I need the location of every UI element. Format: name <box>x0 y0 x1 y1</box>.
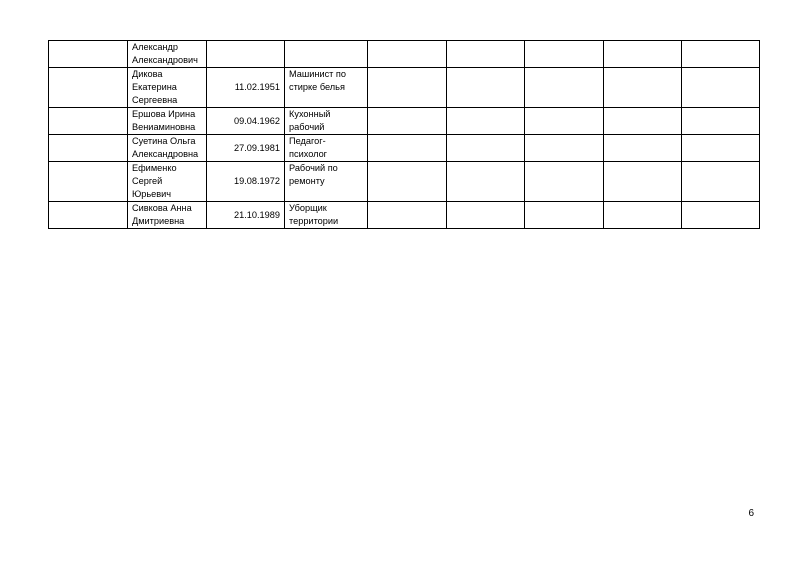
empty-cell <box>525 135 604 162</box>
empty-cell <box>604 135 682 162</box>
birth-date-cell: 21.10.1989 <box>207 202 285 229</box>
empty-cell <box>682 135 760 162</box>
position-cell: Кухонный рабочий <box>285 108 368 135</box>
table-row <box>49 108 760 135</box>
position-cell: Рабочий по ремонту <box>285 162 368 202</box>
empty-cell <box>525 202 604 229</box>
empty-cell <box>682 68 760 108</box>
empty-cell <box>368 202 447 229</box>
row-number-cell <box>49 41 128 68</box>
position-cell <box>285 41 368 68</box>
empty-cell <box>604 41 682 68</box>
page-number: 6 <box>748 508 754 519</box>
empty-cell <box>368 108 447 135</box>
empty-cell <box>368 162 447 202</box>
table-row <box>49 41 760 68</box>
birth-date-cell: 09.04.1962 <box>207 108 285 135</box>
position-cell: Машинист по стирке белья <box>285 68 368 108</box>
row-number-cell <box>49 162 128 202</box>
employee-name-cell: Дикова Екатерина Сергеевна <box>128 68 207 108</box>
empty-cell <box>447 108 525 135</box>
birth-date-cell <box>207 41 285 68</box>
position-cell: Уборщик территории <box>285 202 368 229</box>
empty-cell <box>682 202 760 229</box>
empty-cell <box>368 135 447 162</box>
empty-cell <box>525 108 604 135</box>
empty-cell <box>525 41 604 68</box>
position-cell: Педагог- психолог <box>285 135 368 162</box>
employee-name-cell: Сивкова Анна Дмитриевна <box>128 202 207 229</box>
employee-name-cell: Ершова Ирина Вениаминовна <box>128 108 207 135</box>
birth-date-cell: 27.09.1981 <box>207 135 285 162</box>
empty-cell <box>447 41 525 68</box>
row-number-cell <box>49 68 128 108</box>
empty-cell <box>447 135 525 162</box>
empty-cell <box>682 108 760 135</box>
empty-cell <box>604 162 682 202</box>
empty-cell <box>525 68 604 108</box>
table-row <box>49 162 760 202</box>
row-number-cell <box>49 202 128 229</box>
empty-cell <box>447 162 525 202</box>
table-row <box>49 135 760 162</box>
employee-name-cell: Ефименко Сергей Юрьевич <box>128 162 207 202</box>
birth-date-cell: 11.02.1951 <box>207 68 285 108</box>
staff-table <box>48 40 760 229</box>
employee-name-cell: Александр Александрович <box>128 41 207 68</box>
row-number-cell <box>49 135 128 162</box>
empty-cell <box>682 41 760 68</box>
empty-cell <box>604 202 682 229</box>
birth-date-cell: 19.08.1972 <box>207 162 285 202</box>
table-row <box>49 68 760 108</box>
empty-cell <box>682 162 760 202</box>
empty-cell <box>447 202 525 229</box>
empty-cell <box>604 68 682 108</box>
row-number-cell <box>49 108 128 135</box>
empty-cell <box>447 68 525 108</box>
empty-cell <box>368 68 447 108</box>
empty-cell <box>525 162 604 202</box>
empty-cell <box>368 41 447 68</box>
employee-name-cell: Суетина Ольга Александровна <box>128 135 207 162</box>
empty-cell <box>604 108 682 135</box>
table-row <box>49 202 760 229</box>
